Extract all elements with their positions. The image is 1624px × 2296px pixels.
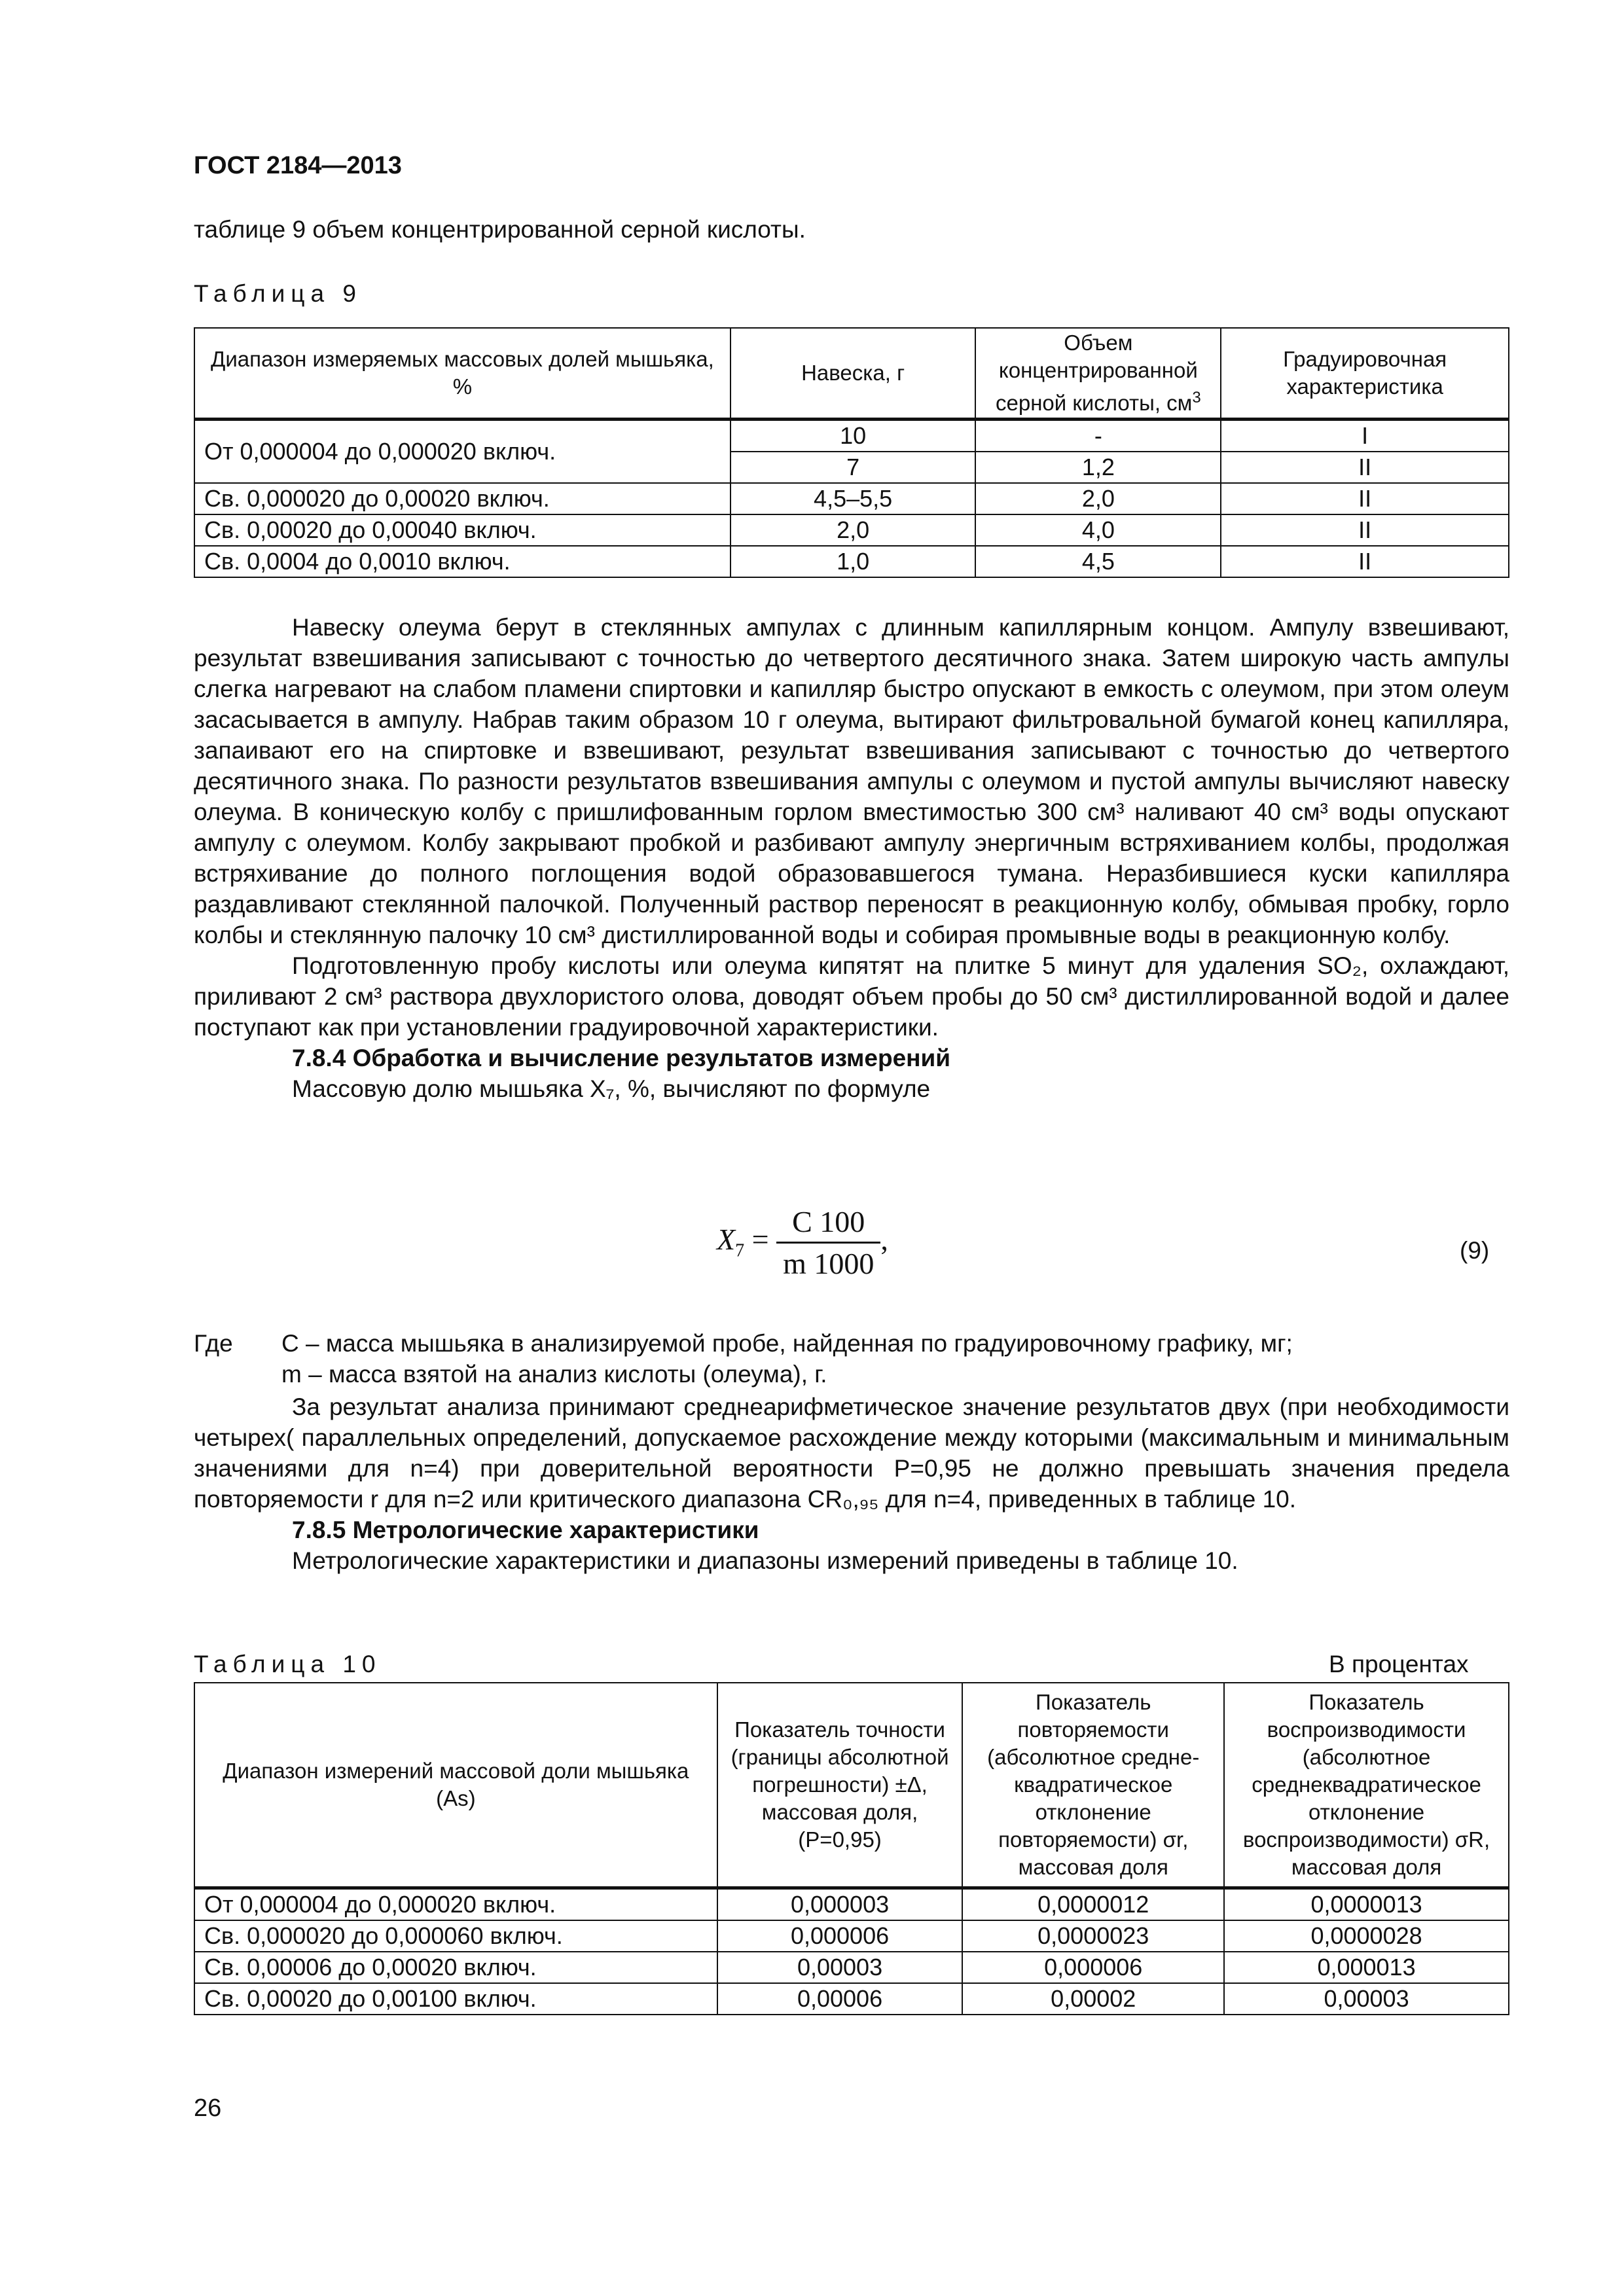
formula-number: (9) [1460,1237,1490,1264]
table-row [194,1983,1509,2015]
table-9 [194,327,1509,578]
t9-cell: II [1221,546,1509,577]
t10-header-repeatability: Показатель повторяемости (абсолютное средне-квадратическое отклонение повторяемости) σr, массовая доля [962,1683,1224,1888]
page-number: 26 [194,2094,222,2122]
t10-cell: 0,00003 [1224,1983,1509,2015]
t10-cell: 0,0000028 [1224,1920,1509,1952]
t9-header-calibration: Градуировочная характеристика [1221,328,1509,420]
table-row [194,420,1509,452]
section-heading-784: 7.8.4 Обработка и вычисление результатов измерений [292,1045,951,1071]
t10-cell: Св. 0,000020 до 0,000060 включ. [194,1920,717,1952]
t9-cell: 2,0 [731,514,976,546]
table-row [194,1920,1509,1952]
table9-caption: Таблица 9 [194,280,362,307]
table10-unit-note: В процентах [1329,1651,1469,1677]
intro-line: таблице 9 объем концентрированной серной кислоты. [194,216,806,243]
t10-cell: 0,0000012 [962,1888,1224,1921]
t9-header-volume: Объем концентрированной серной кислоты, $см^3$ [975,328,1221,420]
formula-intro: Массовую долю мышьяка X₇, %, вычисляют по формуле [292,1075,931,1102]
t9-cell: - [975,420,1221,452]
t10-cell: 0,000006 [962,1952,1224,1983]
t10-header-range: Диапазон измерений массовой доли мышьяка (As) [194,1683,717,1888]
t9-cell: II [1221,514,1509,546]
body-paragraphs [194,612,1509,1104]
t9-cell: 4,0 [975,514,1221,546]
where-c: C – масса мышьяка в анализируемой пробе, найденная по градуировочному графику, мг; [281,1330,1293,1357]
t10-cell: 0,000003 [717,1888,963,1921]
t10-cell: 0,000013 [1224,1952,1509,1983]
t9-cell: Св. 0,00020 до 0,00040 включ. [194,514,731,546]
t10-cell: 0,0000013 [1224,1888,1509,1921]
t10-header-accuracy: Показатель точности (границы абсолютной погрешности) ±Δ, массовая доля, (P=0,95) [717,1683,963,1888]
paragraph-prepared-sample: Подготовленную пробу кислоты или олеума кипятят на плитке 5 минут для удаления SO₂, охлаждают, приливают 2 см³ раствора двухлористого олова, доводят объем пробы до 50 см³ дистиллированной водой и далее поступают как при установлении градуировочной характеристики. [194,952,1509,1041]
table-row [194,1952,1509,1983]
t9-header-sample: Навеска, г [731,328,976,420]
t10-cell: 0,00006 [717,1983,963,2015]
body-paragraphs-2 [194,1391,1509,1576]
t9-cell: II [1221,452,1509,483]
table-row [194,1888,1509,1921]
t10-cell: Св. 0,00020 до 0,00100 включ. [194,1983,717,2015]
t9-cell: 7 [731,452,976,483]
table-row [194,514,1509,546]
t9-cell: 4,5–5,5 [731,483,976,514]
t10-cell: 0,00003 [717,1952,963,1983]
t9-cell: 1,2 [975,452,1221,483]
t9-cell: 1,0 [731,546,976,577]
t10-cell: 0,0000023 [962,1920,1224,1952]
paragraph-result: За результат анализа принимают среднеарифметическое значение результатов двух (при необходимости четырех( параллельных определений, допускаемое расхождение между которыми (максимальным и минимальным значениями для n=4) при доверительной вероятности P=0,95 не должно превышать значения предела повторяемости r для n=2 или критического диапазона CR₀,₉₅ для n=4, приведенных в таблице 10. [194,1393,1509,1513]
table10-caption: Таблица 10 [194,1651,382,1677]
t9-cell: 2,0 [975,483,1221,514]
t9-cell: I [1221,420,1509,452]
t9-cell: 4,5 [975,546,1221,577]
t9-cell: Св. 0,0004 до 0,0010 включ. [194,546,731,577]
where-word: Где [194,1330,233,1357]
t10-header-reproducibility: Показатель воспроизводимости (абсолютное среднеквадратическое отклонение воспроизводимости) σR, массовая доля [1224,1683,1509,1888]
paragraph-ampoule: Навеску олеума берут в стеклянных ампулах с длинным капиллярным концом. Ампулу взвешивают, результат взвешивания записывают с точностью до четвертого десятичного знака. Затем широкую часть ампулы слегка нагревают на слабом пламени спиртовки и капилляр быстро опускают в емкость с олеумом, при этом олеум засасывается в ампулу. Набрав таким образом 10 г олеума, вытирают фильтровальной бумагой конец капилляра, запаивают его на спиртовке и взвешивают, результат взвешивания записывают с точностью до четвертого десятичного знака. По разности результатов взвешивания ампулы с олеумом и пустой ампулы вычисляют навеску олеума. В коническую колбу с пришлифованным горлом вместимостью 300 см³ наливают 40 см³ воды опускают ампулу с олеумом. Колбу закрывают пробкой и разбивают ампулу энергичным встряхиванием колбы, продолжая встряхивание до полного поглощения водой образовавшегося тумана. Неразбившиеся куски капилляра раздавливают стеклянной палочкой. Полученный раствор переносят в реакционную колбу, обмывая пробку, горло колбы и стеклянную палочку 10 см³ дистиллированной воды и собирая промывные воды в реакционную колбу. [194,614,1509,948]
table-10 [194,1682,1509,2015]
formula-fraction: $\frac{C 100}{m 1000}$ [776,1204,880,1281]
metro-line: Метрологические характеристики и диапазоны измерений приведены в таблице 10. [292,1547,1238,1574]
t9-cell: От 0,000004 до 0,000020 включ. [194,420,731,484]
document-header: ГОСТ 2184—2013 [194,152,402,179]
t10-cell: От 0,000004 до 0,000020 включ. [194,1888,717,1921]
t10-cell: Св. 0,00006 до 0,00020 включ. [194,1952,717,1983]
table-row [194,546,1509,577]
where-m: m – масса взятой на анализ кислоты (олеума), г. [281,1361,827,1388]
t9-cell: 10 [731,420,976,452]
formula-9: $X_7$ = $\frac{C 100}{m 1000}$ , [717,1205,888,1280]
t9-cell: Св. 0,000020 до 0,00020 включ. [194,483,731,514]
t9-header-range: Диапазон измеряемых массовых долей мышьяка, % [194,328,731,420]
section-heading-785: 7.8.5 Метрологические характеристики [292,1516,759,1543]
t10-cell: 0,00002 [962,1983,1224,2015]
table-row [194,483,1509,514]
t9-cell: II [1221,483,1509,514]
t10-cell: 0,000006 [717,1920,963,1952]
